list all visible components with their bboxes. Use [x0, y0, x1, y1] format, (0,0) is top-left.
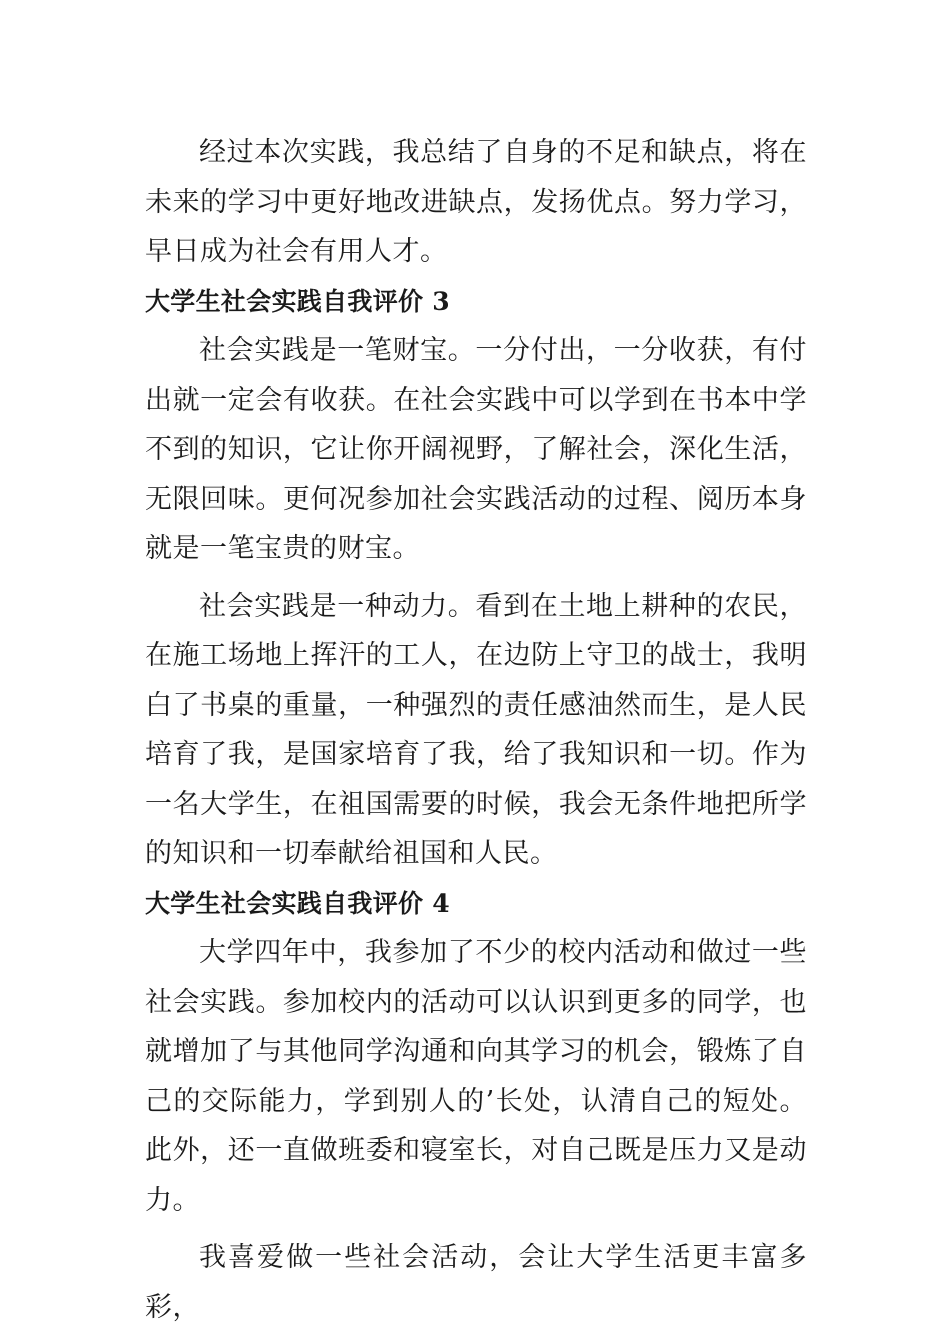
- section4-paragraph-1: 大学四年中，我参加了不少的校内活动和做过一些社会实践。参加校内的活动可以认识到更多的同学，也就增加了与其他同学沟通和向其学习的机会，锻炼了自己的交际能力，学到别人的’长处，认清自己的短处。此外，还一直做班委和寝室长，对自己既是压力又是动力。: [145, 937, 807, 1216]
- section-heading-4: 大学生社会实践自我评价 4: [145, 888, 450, 918]
- document-body: [145, 128, 807, 1332]
- section3-paragraph-2: 社会实践是一种动力。看到在土地上耕种的农民，在施工场地上挥汗的工人，在边防上守卫的战士，我明白了书桌的重量，一种强烈的责任感油然而生，是人民培育了我，是国家培育了我，给了我知识和一切。作为一名大学生，在祖国需要的时候，我会无条件地把所学的知识和一切奉献给祖国和人民。: [145, 590, 807, 869]
- section3-paragraph-1: 社会实践是一笔财宝。一分付出，一分收获，有付出就一定会有收获。在社会实践中可以学到在书本中学不到的知识，它让你开阔视野，了解社会，深化生活，无限回味。更何况参加社会实践活动的过程、阅历本身就是一笔宝贵的财宝。: [145, 335, 807, 564]
- section4-paragraph-2: 我喜爱做一些社会活动，会让大学生活更丰富多彩，: [145, 1242, 807, 1323]
- paragraph-intro: 经过本次实践，我总结了自身的不足和缺点，将在未来的学习中更好地改进缺点，发扬优点。努力学习，早日成为社会有用人才。: [145, 137, 807, 267]
- section-heading-3: 大学生社会实践自我评价 3: [145, 286, 450, 316]
